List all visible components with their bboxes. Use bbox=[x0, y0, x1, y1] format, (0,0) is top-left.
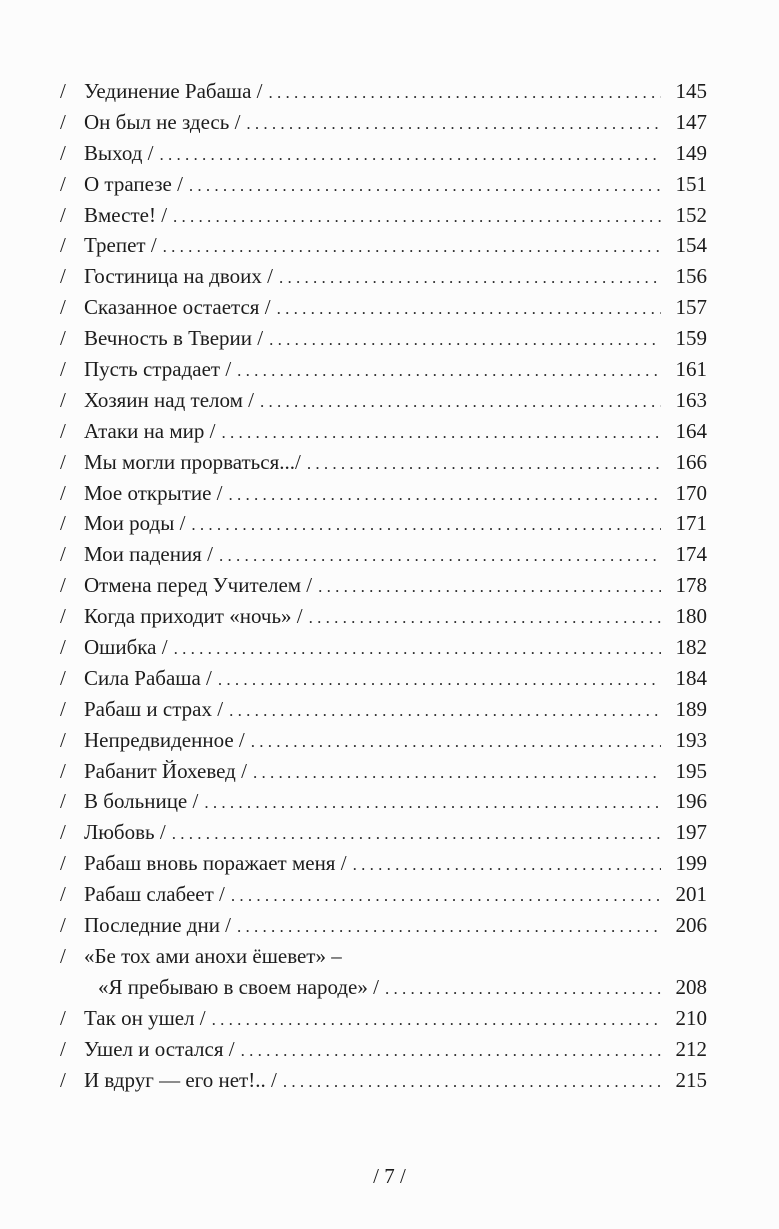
toc-entry-split-first-line bbox=[60, 941, 707, 972]
entry-slash: / bbox=[60, 604, 66, 629]
entry-slash: / bbox=[60, 171, 66, 196]
entry-title: Вместе! / bbox=[84, 202, 168, 227]
toc-entry bbox=[60, 200, 707, 231]
entry-page-number: 206 bbox=[675, 913, 707, 938]
dot-leader bbox=[277, 292, 661, 325]
entry-page-number: 154 bbox=[675, 233, 707, 258]
entry-page-number: 212 bbox=[675, 1036, 707, 1061]
entry-title: Пусть страдает / bbox=[84, 357, 232, 382]
entry-page-number: 161 bbox=[675, 357, 707, 382]
entry-title: Любовь / bbox=[84, 820, 166, 845]
entry-slash: / bbox=[60, 696, 66, 721]
toc-entry bbox=[60, 632, 707, 663]
toc-entry bbox=[60, 725, 707, 756]
dot-leader bbox=[204, 786, 661, 819]
dot-leader bbox=[231, 879, 661, 912]
toc-entry bbox=[60, 694, 707, 725]
toc-entry bbox=[60, 756, 707, 787]
entry-slash: / bbox=[60, 109, 66, 134]
entry-title: И вдруг — его нет!.. / bbox=[84, 1067, 277, 1092]
toc-entry bbox=[60, 107, 707, 138]
entry-title: Он был не здесь / bbox=[84, 109, 241, 134]
dot-leader bbox=[174, 632, 661, 665]
entry-title: Выход / bbox=[84, 140, 154, 165]
entry-slash: / bbox=[60, 202, 66, 227]
entry-page-number: 145 bbox=[675, 79, 707, 103]
entry-title: Когда приходит «ночь» / bbox=[84, 604, 303, 629]
toc-entry bbox=[60, 601, 707, 632]
entry-page-number: 170 bbox=[675, 480, 707, 505]
entry-title: Рабаш слабеет / bbox=[84, 882, 225, 907]
toc-entry bbox=[60, 292, 707, 323]
entry-page-number: 197 bbox=[675, 820, 707, 845]
toc-entry bbox=[60, 539, 707, 570]
entry-page-number: 157 bbox=[675, 295, 707, 320]
entry-page-number: 210 bbox=[675, 1005, 707, 1030]
entry-page-number: 171 bbox=[675, 511, 707, 536]
entry-page-number: 149 bbox=[675, 140, 707, 165]
entry-slash: / bbox=[60, 1005, 66, 1030]
dot-leader bbox=[172, 817, 661, 850]
toc-entry bbox=[60, 1065, 707, 1096]
dot-leader bbox=[218, 663, 661, 696]
toc-entry bbox=[60, 663, 707, 694]
entry-title: «Я пребываю в своем народе» / bbox=[98, 974, 379, 999]
entry-slash: / bbox=[60, 913, 66, 938]
entry-page-number: 208 bbox=[675, 974, 707, 999]
entry-slash: / bbox=[60, 449, 66, 474]
dot-leader bbox=[237, 354, 661, 387]
entry-title: Ошибка / bbox=[84, 635, 168, 660]
toc-entry bbox=[60, 508, 707, 539]
entry-slash: / bbox=[60, 79, 66, 103]
toc-entry bbox=[60, 354, 707, 385]
entry-slash: / bbox=[60, 1067, 66, 1092]
table-of-contents bbox=[60, 76, 707, 1095]
entry-title: Вечность в Тверии / bbox=[84, 326, 264, 351]
dot-leader bbox=[385, 972, 661, 1005]
entry-title: Хозяин над телом / bbox=[84, 387, 254, 412]
entry-title: Мои роды / bbox=[84, 511, 186, 536]
toc-entry bbox=[60, 570, 707, 601]
dot-leader bbox=[222, 416, 662, 449]
entry-slash: / bbox=[60, 943, 66, 968]
entry-title: Рабаш и страх / bbox=[84, 696, 224, 721]
dot-leader bbox=[212, 1003, 661, 1036]
entry-slash: / bbox=[60, 851, 66, 876]
entry-page-number: 215 bbox=[675, 1067, 707, 1092]
entry-slash: / bbox=[60, 511, 66, 536]
entry-slash: / bbox=[60, 295, 66, 320]
entry-slash: / bbox=[60, 387, 66, 412]
toc-entry bbox=[60, 169, 707, 200]
entry-title: Гостиница на двоих / bbox=[84, 264, 273, 289]
entry-title: Мое открытие / bbox=[84, 480, 223, 505]
entry-slash: / bbox=[60, 635, 66, 660]
dot-leader bbox=[251, 725, 661, 758]
entry-slash: / bbox=[60, 789, 66, 814]
entry-slash: / bbox=[60, 820, 66, 845]
toc-entry bbox=[60, 879, 707, 910]
toc-entry bbox=[60, 385, 707, 416]
entry-page-number: 178 bbox=[675, 573, 707, 598]
dot-leader bbox=[173, 200, 661, 233]
entry-title: Трепет / bbox=[84, 233, 157, 258]
entry-title: Ушел и остался / bbox=[84, 1036, 235, 1061]
dot-leader bbox=[260, 385, 661, 418]
entry-page-number: 147 bbox=[675, 109, 707, 134]
dot-leader bbox=[219, 539, 661, 572]
entry-page-number: 199 bbox=[675, 851, 707, 876]
entry-page-number: 151 bbox=[675, 171, 707, 196]
entry-title: Последние дни / bbox=[84, 913, 232, 938]
entry-title: «Бе тох ами анохи ёшевет» – bbox=[84, 943, 342, 968]
entry-page-number: 201 bbox=[675, 882, 707, 907]
entry-page-number: 163 bbox=[675, 387, 707, 412]
dot-leader bbox=[283, 1065, 661, 1098]
entry-slash: / bbox=[60, 573, 66, 598]
dot-leader bbox=[307, 447, 661, 480]
entry-slash: / bbox=[60, 140, 66, 165]
toc-entry bbox=[60, 230, 707, 261]
entry-slash: / bbox=[60, 326, 66, 351]
dot-leader bbox=[237, 910, 661, 943]
entry-title: О трапезе / bbox=[84, 171, 183, 196]
entry-slash: / bbox=[60, 542, 66, 567]
entry-page-number: 152 bbox=[675, 202, 707, 227]
entry-slash: / bbox=[60, 233, 66, 258]
dot-leader bbox=[229, 694, 661, 727]
dot-leader bbox=[191, 508, 661, 541]
toc-entry bbox=[60, 323, 707, 354]
entry-page-number: 164 bbox=[675, 418, 707, 443]
toc-entry bbox=[60, 1003, 707, 1034]
entry-page-number: 166 bbox=[675, 449, 707, 474]
entry-title: Мы могли прорваться.../ bbox=[84, 449, 301, 474]
entry-slash: / bbox=[60, 357, 66, 382]
entry-title: Отмена перед Учителем / bbox=[84, 573, 313, 598]
entry-slash: / bbox=[60, 882, 66, 907]
entry-slash: / bbox=[60, 665, 66, 690]
dot-leader bbox=[269, 323, 661, 356]
toc-entry bbox=[60, 910, 707, 941]
entry-page-number: 159 bbox=[675, 326, 707, 351]
dot-leader bbox=[318, 570, 661, 603]
entry-slash: / bbox=[60, 264, 66, 289]
entry-page-number: 156 bbox=[675, 264, 707, 289]
toc-entry bbox=[60, 786, 707, 817]
dot-leader bbox=[279, 261, 661, 294]
entry-page-number: 184 bbox=[675, 665, 707, 690]
entry-title: Уединение Рабаша / bbox=[84, 79, 263, 103]
toc-entry bbox=[60, 1034, 707, 1065]
entry-title: Непредвиденное / bbox=[84, 727, 245, 752]
entry-page-number: 193 bbox=[675, 727, 707, 752]
dot-leader bbox=[253, 756, 661, 789]
dot-leader bbox=[353, 848, 661, 881]
entry-page-number: 182 bbox=[675, 635, 707, 660]
page-number-folio: / 7 / bbox=[373, 1164, 406, 1188]
entry-title: Рабаш вновь поражает меня / bbox=[84, 851, 347, 876]
entry-slash: / bbox=[60, 727, 66, 752]
entry-page-number: 174 bbox=[675, 542, 707, 567]
entry-slash: / bbox=[60, 480, 66, 505]
toc-entry bbox=[60, 478, 707, 509]
entry-title: Сила Рабаша / bbox=[84, 665, 212, 690]
dot-leader bbox=[246, 107, 661, 140]
dot-leader bbox=[163, 230, 661, 263]
entry-slash: / bbox=[60, 758, 66, 783]
dot-leader bbox=[229, 478, 661, 511]
entry-title: Мои падения / bbox=[84, 542, 213, 567]
entry-page-number: 180 bbox=[675, 604, 707, 629]
dot-leader bbox=[159, 138, 661, 171]
entry-title: Атаки на мир / bbox=[84, 418, 216, 443]
dot-leader bbox=[309, 601, 661, 634]
entry-title: Так он ушел / bbox=[84, 1005, 206, 1030]
toc-entry bbox=[60, 138, 707, 169]
toc-entry bbox=[60, 817, 707, 848]
dot-leader bbox=[241, 1034, 661, 1067]
toc-entry bbox=[60, 261, 707, 292]
entry-page-number: 196 bbox=[675, 789, 707, 814]
entry-title: Сказанное остается / bbox=[84, 295, 271, 320]
toc-entry bbox=[60, 416, 707, 447]
entry-title: Рабанит Йохевед / bbox=[84, 758, 247, 783]
entry-slash: / bbox=[60, 1036, 66, 1061]
toc-entry bbox=[60, 76, 707, 107]
entry-slash: / bbox=[60, 418, 66, 443]
entry-title: В больнице / bbox=[84, 789, 199, 814]
toc-entry bbox=[60, 848, 707, 879]
entry-page-number: 189 bbox=[675, 696, 707, 721]
entry-page-number: 195 bbox=[675, 758, 707, 783]
toc-entry-split-second-line bbox=[60, 972, 707, 1003]
dot-leader bbox=[189, 169, 661, 202]
toc-entry bbox=[60, 447, 707, 478]
dot-leader bbox=[269, 76, 662, 109]
